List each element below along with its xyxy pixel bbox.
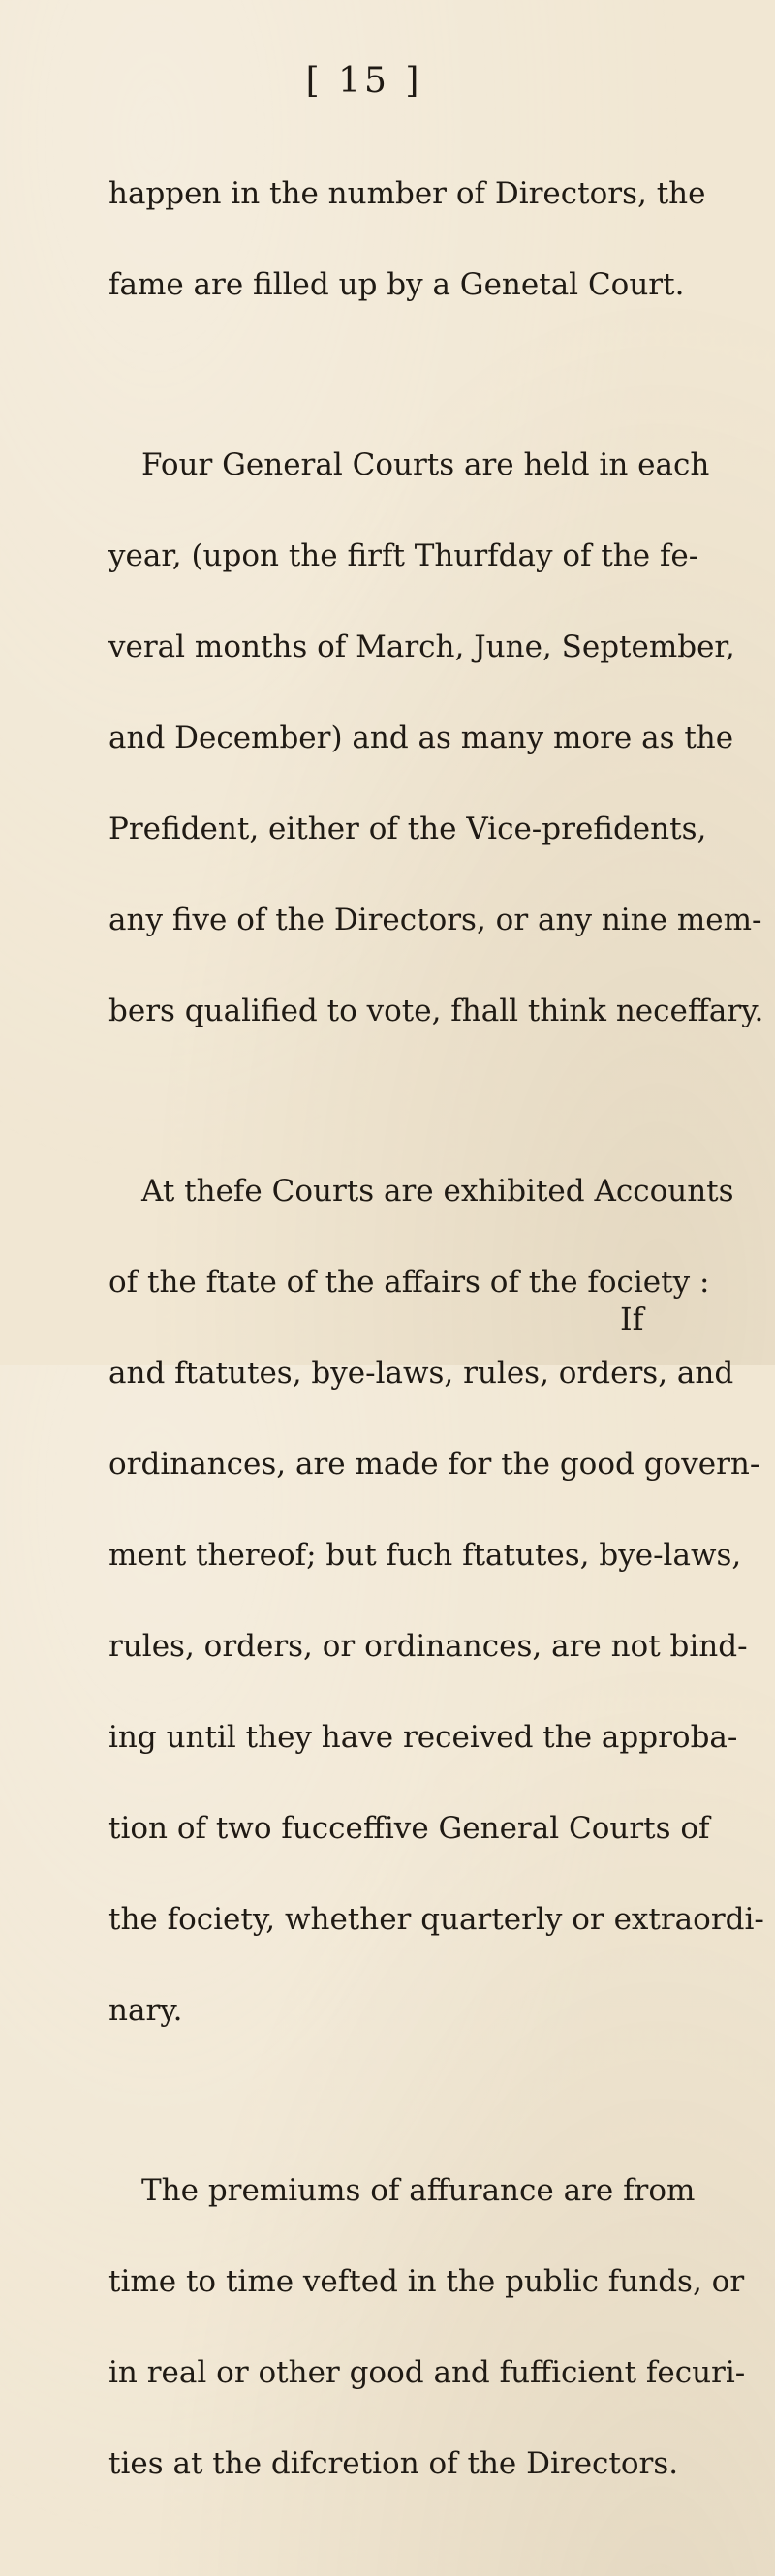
text-line: nary.: [108, 1993, 183, 2028]
body-text: [0, 126, 775, 2576]
text-line: year, (upon the firft Thurfday of the fe-: [108, 538, 699, 573]
text-line: veral months of March, June, September,: [108, 629, 735, 664]
text-line: ordinances, are made for the good govern-: [108, 1447, 760, 1482]
text-line: and December) and as many more as the: [108, 721, 734, 755]
text-line: Prefident, either of the Vice-prefidents,: [108, 812, 707, 846]
text-line: of the ftate of the affairs of the fociety :: [108, 1265, 710, 1300]
catchword: If: [620, 1301, 644, 1337]
text-line: the fociety, whether quarterly or extraordi-: [108, 1902, 764, 1937]
text-line: ties at the difcretion of the Directors.: [108, 2446, 679, 2481]
text-line: At thefe Courts are exhibited Accounts: [141, 1174, 734, 1209]
text-line: ment thereof; but fuch ftatutes, bye-laws,: [108, 1538, 742, 1573]
paragraph-2: [108, 397, 764, 1080]
text-line: and ftatutes, bye-laws, rules, orders, and: [108, 1356, 734, 1391]
text-line: in real or other good and fufficient fecuri-: [108, 2355, 746, 2390]
text-line: bers qualified to vote, fhall think neceffary.: [108, 994, 764, 1028]
text-line: time to time vefted in the public funds, or: [108, 2264, 745, 2299]
paragraph-4: [108, 2123, 746, 2532]
paragraph-3: [108, 1123, 764, 2079]
text-line: ing until they have received the approba-: [108, 1720, 738, 1755]
page-number: [ 15 ]: [305, 61, 423, 101]
text-line: tion of two fucceffive General Courts of: [108, 1811, 710, 1846]
text-line: Four General Courts are held in each: [141, 447, 710, 482]
paragraph-1: [108, 126, 706, 353]
text-line: fame are filled up by a Genetal Court.: [108, 267, 685, 302]
text-line: The premiums of affurance are from: [141, 2173, 696, 2208]
text-line: rules, orders, or ordinances, are not bind-: [108, 1629, 748, 1664]
text-line: any five of the Directors, or any nine mem-: [108, 903, 762, 937]
text-line: happen in the number of Directors, the: [108, 176, 706, 211]
